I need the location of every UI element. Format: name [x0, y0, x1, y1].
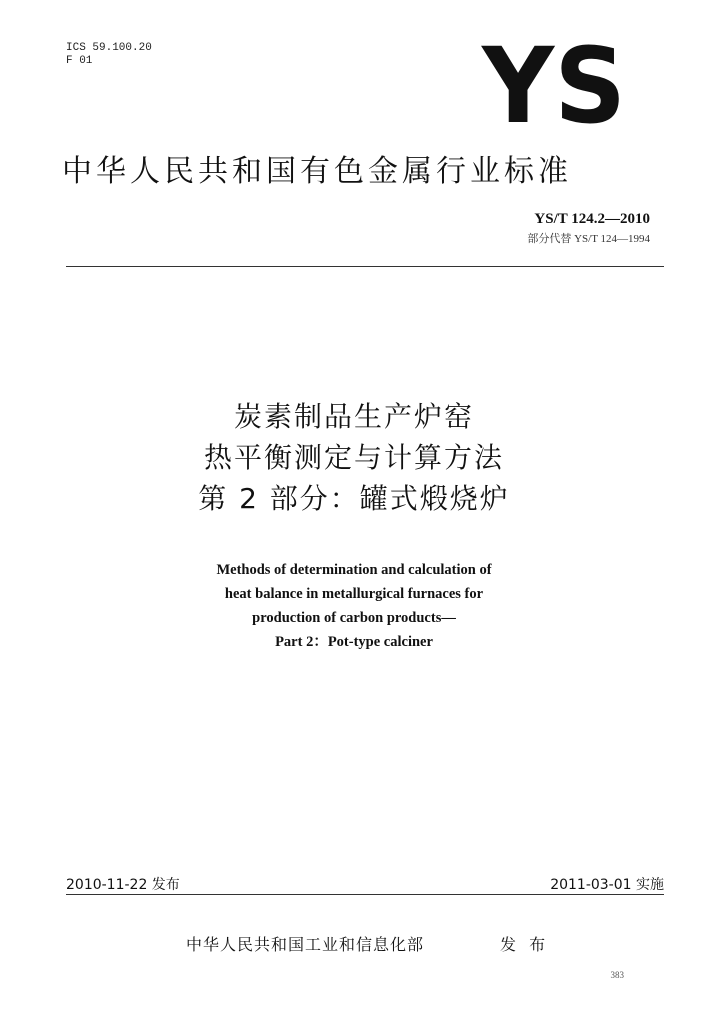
- publisher: 中华人民共和国工业和信息化部: [186, 935, 425, 954]
- standard-code: YS/T 124.2—2010: [534, 211, 650, 227]
- ys-logo: [480, 40, 628, 132]
- ys-logo-text: YS: [480, 40, 626, 132]
- chinese-title: [0, 396, 708, 519]
- implementation-date: 2011-03-01 实施: [550, 877, 664, 893]
- classification-codes: [66, 42, 152, 68]
- ccs-code: F 01: [66, 55, 93, 67]
- english-title: [0, 558, 708, 654]
- chinese-title-line: 第 2 部分：罐式煅烧炉: [198, 482, 510, 515]
- standard-title: 中华人民共和国有色金属行业标准: [62, 154, 572, 189]
- replaces-note: 部分代替 YS/T 124—1994: [527, 233, 650, 245]
- bottom-divider: [66, 894, 664, 895]
- english-title-line: Part 2：Pot-type calciner: [275, 634, 433, 650]
- ics-code: ICS 59.100.20: [66, 42, 152, 54]
- chinese-title-line: 炭素制品生产炉窑: [233, 400, 474, 433]
- top-divider: [66, 266, 664, 267]
- page-number: 383: [610, 970, 624, 980]
- english-title-line: heat balance in metallurgical furnaces for: [224, 586, 484, 602]
- chinese-title-line: 热平衡测定与计算方法: [203, 441, 504, 474]
- english-title-line: Methods of determination and calculation of: [216, 562, 492, 578]
- publish-label: 发 布: [500, 935, 550, 954]
- issue-date: 2010-11-22 发布: [66, 877, 180, 893]
- english-title-line: production of carbon products—: [252, 610, 456, 626]
